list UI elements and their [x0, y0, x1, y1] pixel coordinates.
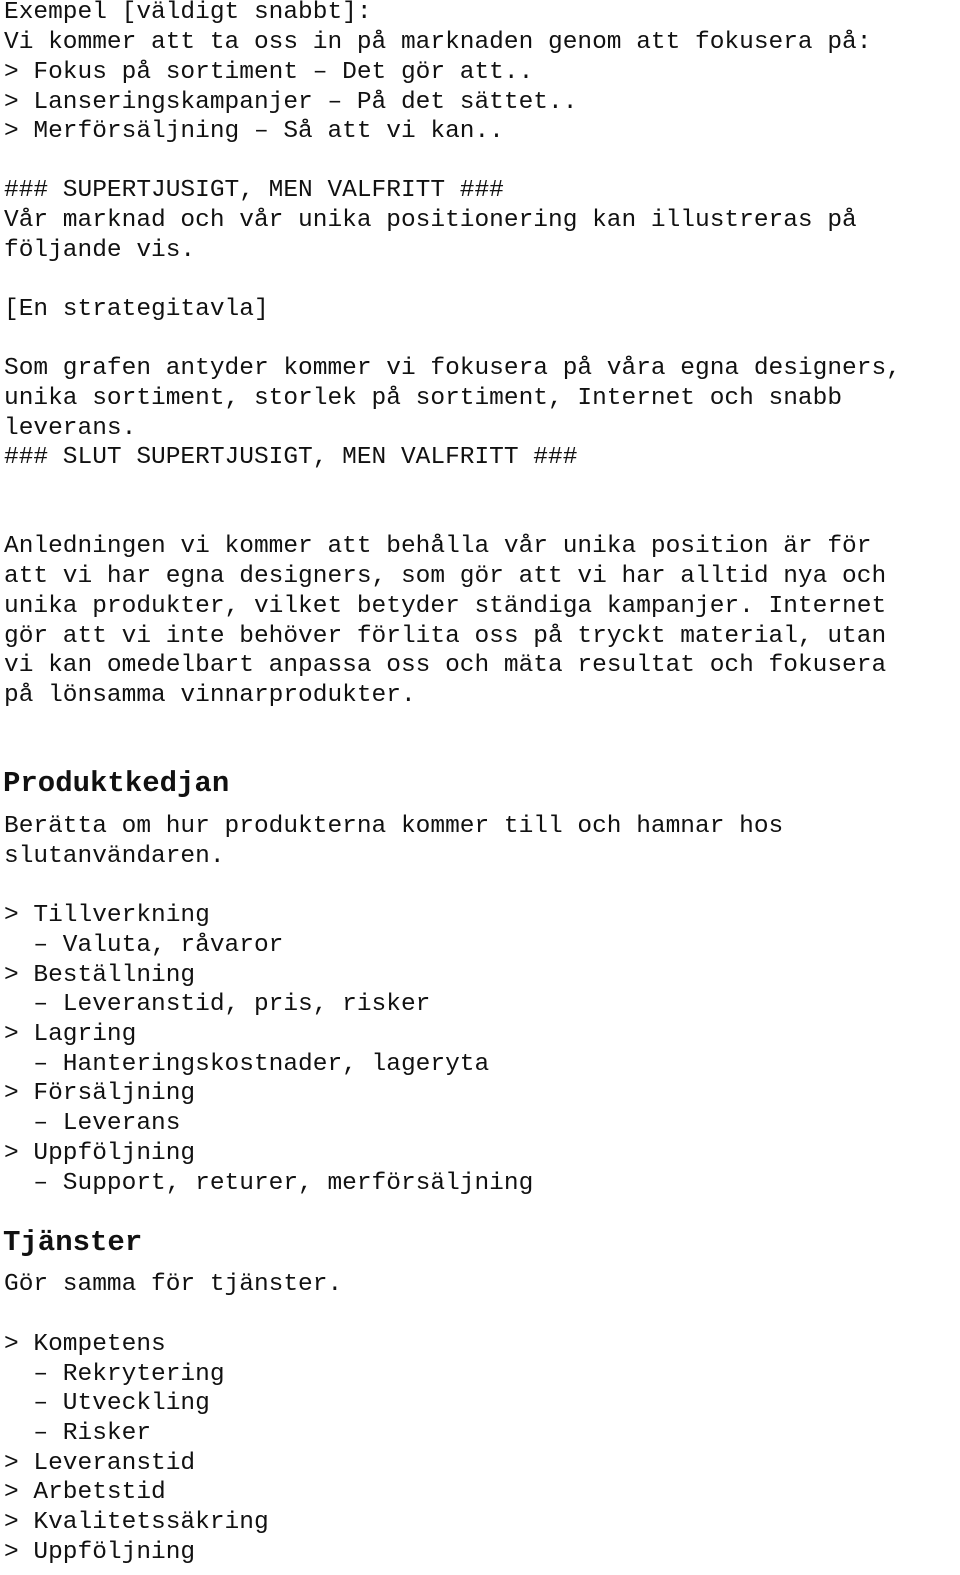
list-subitem: – Rekrytering	[4, 1361, 225, 1388]
optional-section-marker: ### SUPERTJUSIGT, MEN VALFRITT ###	[4, 177, 504, 204]
list-item: > Uppföljning	[4, 1539, 196, 1566]
text-line: Vi kommer att ta oss in på marknaden genom att fokusera på:	[4, 29, 872, 56]
text-line: vi kan omedelbart anpassa oss och mäta resultat och fokusera	[4, 652, 887, 679]
list-item: > Försäljning	[4, 1080, 196, 1107]
text-line: > Lanseringskampanjer – På det sättet..	[4, 89, 578, 116]
text-line: Exempel [väldigt snabbt]:	[4, 0, 372, 26]
optional-section-end-marker: ### SLUT SUPERTJUSIGT, MEN VALFRITT ###	[4, 444, 578, 471]
text-line: > Fokus på sortiment – Det gör att..	[4, 59, 534, 86]
text-line: Anledningen vi kommer att behålla vår unika position är för	[4, 533, 872, 560]
list-item: > Lagring	[4, 1021, 137, 1048]
list-subitem: – Leverans	[4, 1110, 181, 1137]
list-item: > Tillverkning	[4, 902, 210, 929]
text-line: unika sortiment, storlek på sortiment, Internet och snabb	[4, 385, 843, 412]
text-line: > Merförsäljning – Så att vi kan..	[4, 118, 504, 145]
list-item: > Leveranstid	[4, 1450, 196, 1477]
text-line: följande vis.	[4, 237, 196, 264]
text-line: leverans.	[4, 415, 137, 442]
text-line: slutanvändaren.	[4, 843, 225, 870]
list-item: > Kompetens	[4, 1331, 166, 1358]
list-item: > Uppföljning	[4, 1140, 196, 1167]
text-line: Gör samma för tjänster.	[4, 1271, 343, 1298]
list-subitem: – Valuta, råvaror	[4, 932, 284, 959]
text-line: unika produkter, vilket betyder ständiga kampanjer. Internet	[4, 593, 887, 620]
list-subitem: – Support, returer, merförsäljning	[4, 1170, 534, 1197]
list-subitem: – Leveranstid, pris, risker	[4, 991, 431, 1018]
text-line: att vi har egna designers, som gör att vi har alltid nya och	[4, 563, 887, 590]
list-subitem: – Hanteringskostnader, lageryta	[4, 1051, 490, 1078]
list-item: > Beställning	[4, 962, 196, 989]
text-line: på lönsamma vinnarprodukter.	[4, 682, 416, 709]
text-line: Berätta om hur produkterna kommer till och hamnar hos	[4, 813, 784, 840]
list-item: > Arbetstid	[4, 1479, 166, 1506]
section-heading-tjanster: Tjänster	[3, 1226, 143, 1259]
text-line: Som grafen antyder kommer vi fokusera på våra egna designers,	[4, 355, 901, 382]
strategy-canvas-placeholder: [En strategitavla]	[4, 296, 269, 323]
list-subitem: – Risker	[4, 1420, 152, 1447]
text-line: gör att vi inte behöver förlita oss på tryckt material, utan	[4, 623, 887, 650]
list-subitem: – Utveckling	[4, 1390, 210, 1417]
section-heading-produktkedjan: Produktkedjan	[3, 767, 230, 800]
list-item: > Kvalitetssäkring	[4, 1509, 269, 1536]
text-line: Vår marknad och vår unika positionering kan illustreras på	[4, 207, 857, 234]
